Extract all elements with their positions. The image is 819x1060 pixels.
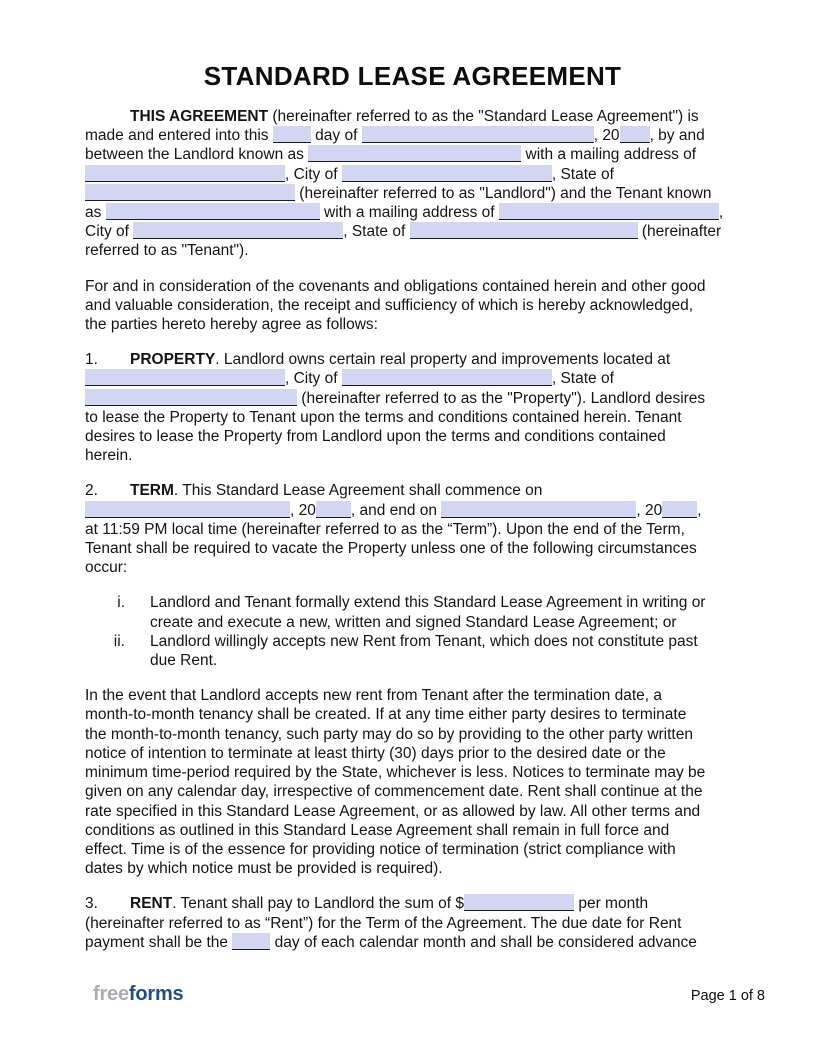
field-execution-day[interactable] (273, 126, 311, 143)
bold-text-run: RENT (130, 895, 173, 913)
text-run: , (697, 501, 702, 519)
text-run: due Rent. (150, 652, 218, 670)
document-blocks (85, 107, 753, 952)
text-run: between the Landlord known as (85, 146, 309, 164)
text-run: , City of (285, 370, 342, 388)
text-run: the parties hereto hereby agree as follows: (85, 316, 378, 334)
text-run: In the event that Landlord accepts new rent from Tenant after the termination date, a (85, 687, 663, 705)
text-run: payment shall be the (85, 933, 233, 951)
freeforms-logo (93, 983, 183, 1006)
text-run: (hereinafter (637, 223, 722, 241)
text-run: occur: (85, 559, 128, 577)
text-run: Tenant shall be required to vacate the Property unless one of the following circumstances (85, 540, 697, 558)
logo-text-forms: forms (128, 983, 184, 1005)
bold-text-run: TERM (130, 482, 174, 500)
text-run: given on any calendar day, irrespective of commencement date. Rent shall continue at the (85, 783, 703, 801)
tab-indent (85, 120, 130, 121)
text-run: referred to as "Tenant"). (85, 242, 249, 260)
text-run: day of each calendar month and shall be considered advance (270, 933, 697, 951)
text-run: month-to-month tenancy shall be created. If at any time either party desires to terminate (85, 706, 687, 724)
section-1-property (85, 350, 753, 465)
text-run: with a mailing address of (319, 204, 499, 222)
field-term-end-date[interactable] (441, 501, 636, 518)
field-execution-year[interactable] (620, 126, 650, 143)
section-3-rent (85, 894, 753, 952)
intro-paragraph (85, 107, 753, 261)
field-tenant-name[interactable] (106, 203, 320, 220)
document-title: STANDARD LEASE AGREEMENT (203, 61, 622, 91)
text-run: , 20 (636, 501, 663, 519)
month-to-month-paragraph (85, 686, 753, 878)
field-property-city[interactable] (342, 369, 552, 386)
text-run: with a mailing address of (521, 146, 697, 164)
text-run: as (85, 204, 106, 222)
text-run: the month-to-month tenancy, such party may do so by providing to the other party written (85, 725, 693, 743)
field-landlord-state[interactable] (85, 184, 295, 201)
term-circumstances-list (85, 593, 753, 670)
field-rent-amount[interactable] (464, 894, 574, 911)
text-run: , State of (343, 223, 410, 241)
text-run: , by and (649, 127, 705, 145)
text-run: , 20 (290, 501, 316, 519)
text-run: dates by which notice must be provided is required). (85, 860, 443, 878)
consideration-paragraph (85, 277, 753, 335)
field-term-start-date[interactable] (85, 501, 290, 518)
section-number: 2. (85, 482, 98, 500)
text-run: (hereinafter referred to as "Landlord") and the Tenant known (295, 184, 712, 202)
text-run: per month (574, 895, 649, 913)
text-run: , State of (551, 165, 614, 183)
field-term-end-year[interactable] (662, 501, 697, 518)
text-run: For and in consideration of the covenants and obligations contained herein and other good (85, 277, 706, 295)
text-run: conditions as outlined in this Standard Lease Agreement shall remain in full force and (85, 821, 670, 839)
text-run: and valuable consideration, the receipt and sufficiency of which is hereby acknowledged, (85, 296, 694, 314)
field-property-street-address[interactable] (85, 369, 285, 386)
page-number-indicator: Page 1 of 8 (690, 988, 765, 1004)
list-item-text (150, 632, 753, 670)
text-run: . This Standard Lease Agreement shall commence on (173, 482, 543, 500)
text-run: (hereinafter referred to as the "Property"). Landlord desires (297, 389, 706, 407)
text-run: Landlord willingly accepts new Rent from Tenant, which does not constitute past (150, 632, 698, 650)
text-run: day of (310, 127, 362, 145)
field-tenant-state[interactable] (410, 222, 638, 239)
field-property-state[interactable] (85, 389, 297, 406)
text-run: minimum time-period required by the State, whichever is less. Notices to terminate may be (85, 764, 706, 782)
text-run: desires to lease the Property from Landlord upon the terms and conditions contained (85, 428, 666, 446)
text-run: , 20 (593, 127, 620, 145)
bold-text-run: PROPERTY (130, 351, 216, 369)
term-list-item-2 (85, 632, 753, 670)
text-run: (hereinafter referred to as “Rent”) for the Term of the Agreement. The due date for Rent (85, 914, 682, 932)
text-run: made and entered into this (85, 127, 273, 145)
field-landlord-name[interactable] (308, 145, 521, 162)
field-tenant-city[interactable] (133, 222, 343, 239)
text-run: . Tenant shall pay to Landlord the sum of $ (172, 895, 465, 913)
section-number: 3. (85, 895, 98, 913)
text-run: . Landlord owns certain real property and improvements located at (215, 351, 671, 369)
text-run: to lease the Property to Tenant upon the terms and conditions contained herein. Tenant (85, 408, 682, 426)
logo-text-free: free (93, 983, 129, 1005)
list-marker: ii. (113, 632, 125, 650)
text-run: , (718, 204, 724, 222)
text-run: , and end on (350, 501, 442, 519)
text-run: rate specified in this Standard Lease Agreement, or as allowed by law. All other terms and (85, 802, 701, 820)
field-rent-due-day[interactable] (232, 933, 270, 950)
section-number: 1. (85, 351, 98, 369)
field-term-start-year[interactable] (316, 501, 351, 518)
text-run: at 11:59 PM local time (hereinafter referred to as the “Term”). Upon the end of the Term, (85, 520, 685, 538)
text-run: City of (85, 223, 134, 241)
text-run: create and execute a new, written and signed Standard Lease Agreement; or (150, 613, 677, 631)
field-landlord-city[interactable] (342, 165, 552, 182)
text-run: herein. (85, 447, 133, 465)
field-tenant-street-address[interactable] (499, 203, 719, 220)
field-landlord-street-address[interactable] (85, 165, 285, 182)
list-item-text (150, 593, 753, 631)
term-list-item-1 (85, 593, 753, 631)
section-2-term (85, 481, 753, 577)
document-body (85, 62, 753, 968)
list-marker: i. (117, 594, 125, 612)
text-run: Landlord and Tenant formally extend this Standard Lease Agreement in writing or (150, 594, 706, 612)
text-run: , State of (551, 370, 614, 388)
text-run: (hereinafter referred to as the "Standard Lease Agreement") is (268, 108, 699, 125)
field-execution-month[interactable] (362, 126, 594, 143)
text-run: effect. Time is of the essence for providing notice of termination (strict compliance with (85, 840, 676, 858)
bold-text-run: THIS AGREEMENT (130, 108, 269, 125)
text-run: , City of (285, 165, 342, 183)
text-run: notice of intention to terminate at least thirty (30) days prior to the desired date or the (85, 744, 666, 762)
